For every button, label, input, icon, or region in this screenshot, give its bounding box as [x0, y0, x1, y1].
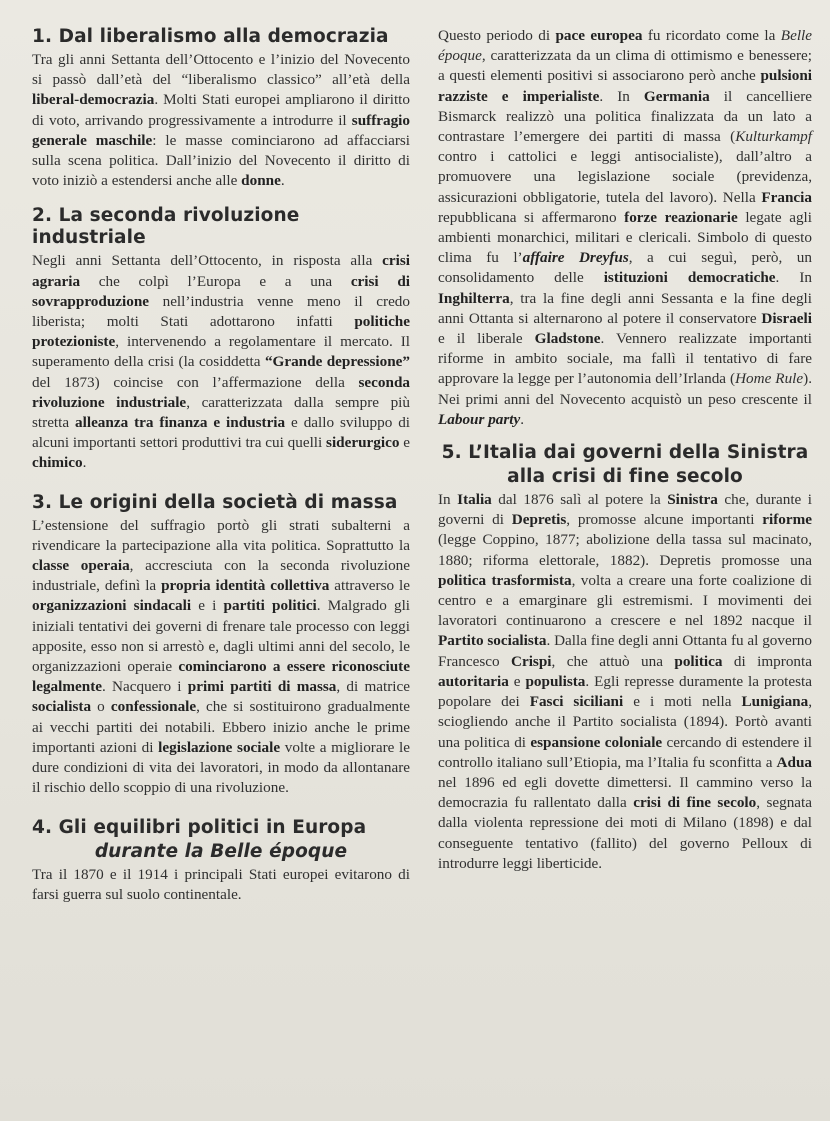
section-2-title: 2. La seconda rivoluzione industriale [32, 205, 300, 249]
section-4-continued-body: Questo periodo di pace europea fu ricordato come la Belle époque, caratterizzata da un clima di ottimismo e benessere; a questi elementi positivi si associarono però anche pulsioni razziste e imperialiste. In Germania il cancelliere Bismarck realizzò una politica finalizzata da un lato a contrastare l’emergere dei partiti di massa (Kulturkampf contro i cattolici e leggi antisocialiste), dall’altro a promuovere una legislazione sociale (previdenza, assicurazioni obbligatorie, tutela del lavoro). Nella Francia repubblicana si affermarono forze reazionarie legate agli ambienti monarchici, militari e clericali. Simbolo di questo clima fu l’affaire Dreyfus, a cui seguì, però, un consolidamento delle istituzioni democratiche. In Inghilterra, tra la fine degli anni Sessanta e la fine degli anni Ottanta si alternarono al potere il conservatore Disraeli e il liberale Gladstone. Vennero realizzate importanti riforme in ambito sociale, ma fallì il tentativo di fare approvare la legge per l’autonomia dell’Irlanda (Home Rule). Nei primi anni del Novecento acquistò un peso crescente il Labour party. [438, 27, 813, 428]
section-5-title-line1: 5. L’Italia dai governi della Sinistra [441, 442, 809, 464]
section-3-title: 3. Le origini della società di massa [32, 491, 398, 513]
section-2-body: Negli anni Settanta dell’Ottocento, in risposta alla crisi agraria che colpì l’Europa e a una crisi di sovrapproduzione nell’industria venne meno il credo liberista; molti Stati adottarono infatti politiche protezioniste, intervenendo a regolamentare il mercato. Il superamento della crisi (la cosiddetta “Grande depressione” del 1873) coincise con l’affermazione della seconda rivoluzione industriale, caratterizzata dalla sempre più stretta alleanza tra finanza e industria e dallo sviluppo di alcuni importanti settori produttivi tra cui quelli siderurgico e chimico. [32, 252, 411, 472]
section-5 [438, 442, 812, 874]
section-3-body: L’estensione del suffragio portò gli strati subalterni a rivendicare la partecipazione alla vita politica. Soprattutto la classe operaia, accresciuta con la seconda rivoluzione industriale, definì la propria identità collettiva attraverso le organizzazioni sindacali e i partiti politici. Malgrado gli iniziali tentativi dei governi di frenare tale processo con leggi apposite, esso non si arrestò e, dagli ultimi anni del secolo, le organizzazioni operaie cominciarono a essere riconosciute legalmente. Nacquero i primi partiti di massa, di matrice socialista o confessionale, che si sostituirono gradualmente ai vecchi partiti dei notabili. Ebbero inizio anche le prime importanti azioni di legislazione sociale volte a migliorare le dure condizioni di vita dei lavoratori, in modo da allontanare il rischio dello scoppio di una rivoluzione. [32, 516, 411, 797]
section-4 [32, 817, 410, 905]
section-3 [32, 492, 410, 799]
section-4-title-line2: durante la Belle époque [94, 840, 348, 862]
section-1-body: Tra gli anni Settanta dell’Ottocento e l’inizio del Novecento si passò dall’età del “liberalismo classico” all’età della liberal-democrazia. Molti Stati europei ampliarono il diritto di voto, arrivando progressivamente a introdurre il suffragio generale maschile: le masse cominciarono ad affacciarsi sulla scena politica. Dall’inizio del Novecento il diritto di voto iniziò a estendersi anche alle donne. [32, 51, 411, 190]
section-1 [32, 26, 410, 191]
section-4-body: Tra il 1870 e il 1914 i principali Stati europei evitarono di farsi guerra sul suolo continentale. [32, 865, 410, 903]
section-5-title-line2: alla crisi di fine secolo [507, 466, 743, 488]
left-column [32, 26, 410, 919]
right-column [438, 26, 812, 888]
section-2 [32, 205, 410, 473]
section-1-title: 1. Dal liberalismo alla democrazia [32, 26, 389, 47]
section-4-continued [438, 26, 812, 430]
section-5-body: In Italia dal 1876 salì al potere la Sinistra che, durante i governi di Depretis, promosse alcune importanti riforme (legge Coppino, 1877; abolizione della tassa sul macinato, 1880; riforma elettorale, 1882). Depretis promosse una politica trasformista, volta a creare una forte coalizione di centro e a emarginare gli estremismi. I movimenti dei lavoratori continuarono a crescere e nel 1892 nacque il Partito socialista. Dalla fine degli anni Ottanta fu al governo Francesco Crispi, che attuò una politica di impronta autoritaria e populista. Egli represse duramente la protesta popolare dei Fasci siciliani e i moti nella Lunigiana, sciogliendo anche il Partito socialista (1894). Portò avanti una politica di espansione coloniale cercando di estendere il controllo italiano sull’Etiopia, ma l’Italia fu sconfitta a Adua nel 1896 ed egli dovette dimettersi. Il cammino verso la democrazia fu rallentato dalla crisi di fine secolo, segnata dalla violenta repressione dei moti di Milano (1898) e dal conseguente tentativo (fallito) del governo Pelloux di introdurre leggi liberticide. [438, 491, 813, 872]
section-4-title-line1: 4. Gli equilibri politici in Europa [32, 816, 367, 838]
